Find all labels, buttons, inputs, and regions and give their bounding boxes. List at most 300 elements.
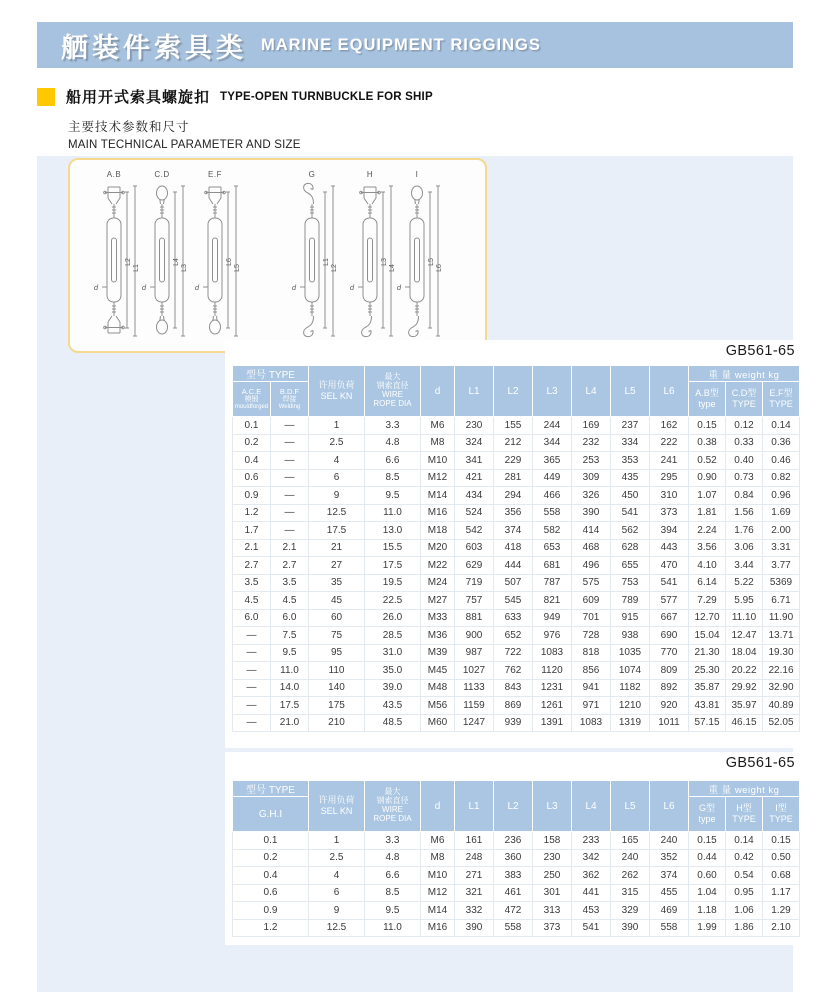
cell: 310 <box>650 487 689 505</box>
table-row <box>233 557 800 575</box>
dimension-label: L6 <box>436 264 443 272</box>
cell: 753 <box>611 574 650 592</box>
header-line: TYPE <box>769 399 793 409</box>
cell: 20.22 <box>726 662 763 680</box>
col-type: 型号 TYPE <box>233 781 309 797</box>
col-d: d <box>421 781 455 832</box>
eye-end-icon <box>210 316 221 334</box>
cell: 652 <box>494 627 533 645</box>
figure-label: H <box>366 170 374 179</box>
cell: 236 <box>494 832 533 850</box>
cell: 770 <box>650 644 689 662</box>
cell: M45 <box>421 662 455 680</box>
cell: 6.6 <box>365 867 421 885</box>
cell: 2.7 <box>233 557 271 575</box>
cell: 2.7 <box>271 557 309 575</box>
cell: 17.5 <box>309 522 365 540</box>
cell: 856 <box>572 662 611 680</box>
col-type-ace <box>233 382 271 417</box>
standard-code: GB561-65 <box>725 755 795 771</box>
cell: 6.6 <box>365 452 421 470</box>
header-line: ROPE DIA <box>373 398 412 408</box>
header-line: 最大 <box>384 372 401 382</box>
cell: 21.30 <box>689 644 726 662</box>
cell: 0.42 <box>726 849 763 867</box>
cell: 35 <box>309 574 365 592</box>
cell: 0.1 <box>233 417 271 435</box>
cell: M8 <box>421 849 455 867</box>
cell: 40.89 <box>763 697 800 715</box>
cell: 374 <box>494 522 533 540</box>
cell: 762 <box>494 662 533 680</box>
spec-table-1-panel <box>225 340 798 748</box>
table-header <box>233 366 800 417</box>
cell: M27 <box>421 592 455 610</box>
cell: 373 <box>650 504 689 522</box>
cell: 441 <box>572 884 611 902</box>
cell: 524 <box>455 504 494 522</box>
cell: 1.2 <box>233 504 271 522</box>
cell: 240 <box>611 849 650 867</box>
cell: 1.06 <box>726 902 763 920</box>
technical-diagram <box>68 158 487 353</box>
cell: 1.99 <box>689 919 726 937</box>
cell: 32.90 <box>763 679 800 697</box>
figure-turnbuckle-AB <box>94 170 140 336</box>
cell: 22.5 <box>365 592 421 610</box>
cell: 541 <box>572 919 611 937</box>
cell: 374 <box>650 867 689 885</box>
table-row <box>233 469 800 487</box>
table-row <box>233 417 800 435</box>
cell: 461 <box>494 884 533 902</box>
cell: 294 <box>494 487 533 505</box>
cell: M60 <box>421 714 455 732</box>
cell: 435 <box>611 469 650 487</box>
cell: 4.5 <box>233 592 271 610</box>
cell: 15.5 <box>365 539 421 557</box>
cell: 394 <box>650 522 689 540</box>
cell: 4 <box>309 867 365 885</box>
header-line: type <box>698 399 716 409</box>
cell: M18 <box>421 522 455 540</box>
col-L4: L4 <box>572 781 611 832</box>
d-label: d <box>291 283 297 292</box>
cell: 6.0 <box>233 609 271 627</box>
figure-label: E.F <box>208 170 222 179</box>
cell: — <box>233 662 271 680</box>
cell: 1027 <box>455 662 494 680</box>
cell: 321 <box>455 884 494 902</box>
cell: 558 <box>494 919 533 937</box>
col-wire-rope-dia <box>365 781 421 832</box>
cell: 449 <box>533 469 572 487</box>
cell: 1.56 <box>726 504 763 522</box>
header-line: 焊接 <box>282 395 297 403</box>
cell: 9.5 <box>271 644 309 662</box>
cell: 0.6 <box>233 884 309 902</box>
header-line: 钢索直径 <box>376 381 409 391</box>
cell: 315 <box>611 884 650 902</box>
table-row <box>233 662 800 680</box>
cell: 253 <box>572 452 611 470</box>
table-row <box>233 867 800 885</box>
cell: 12.5 <box>309 504 365 522</box>
cell: 60 <box>309 609 365 627</box>
cell: 241 <box>650 452 689 470</box>
cell: M16 <box>421 919 455 937</box>
dimension-label: L5 <box>234 264 241 272</box>
cell: 0.9 <box>233 487 271 505</box>
cell: 1035 <box>611 644 650 662</box>
cell: 6.14 <box>689 574 726 592</box>
col-wire-rope-dia <box>365 366 421 417</box>
cell: 843 <box>494 679 533 697</box>
cell: 0.44 <box>689 849 726 867</box>
dimension-label: L2 <box>331 264 338 272</box>
cell: 8.5 <box>365 469 421 487</box>
col-d: d <box>421 366 455 417</box>
cell: 9.5 <box>365 487 421 505</box>
table-header <box>233 781 800 832</box>
yellow-square-icon <box>37 88 55 106</box>
table-row <box>233 452 800 470</box>
table-row <box>233 627 800 645</box>
turnbuckle-body <box>305 204 319 316</box>
table-row <box>233 592 800 610</box>
cell: 469 <box>650 902 689 920</box>
cell: 450 <box>611 487 650 505</box>
cell: 21.0 <box>271 714 309 732</box>
cell: 1.69 <box>763 504 800 522</box>
d-label: d <box>396 283 402 292</box>
cell: 915 <box>611 609 650 627</box>
cell: 472 <box>494 902 533 920</box>
cell: 881 <box>455 609 494 627</box>
cell: 281 <box>494 469 533 487</box>
cell: 558 <box>650 919 689 937</box>
cell: 0.82 <box>763 469 800 487</box>
col-L6: L6 <box>650 781 689 832</box>
table-row <box>233 504 800 522</box>
cell: M6 <box>421 417 455 435</box>
cell: 262 <box>611 867 650 885</box>
cell: 418 <box>494 539 533 557</box>
cell: 35.97 <box>726 697 763 715</box>
header-line: H型 <box>736 802 752 813</box>
table-row <box>233 539 800 557</box>
cell: M39 <box>421 644 455 662</box>
header-line: 钢索直径 <box>376 796 409 806</box>
cell: 6 <box>309 884 365 902</box>
cell: 1182 <box>611 679 650 697</box>
cell: 230 <box>455 417 494 435</box>
col-type: 型号 TYPE <box>233 366 309 382</box>
cell: 603 <box>455 539 494 557</box>
cell: 0.50 <box>763 849 800 867</box>
cell: 11.90 <box>763 609 800 627</box>
cell: 701 <box>572 609 611 627</box>
cell: 9 <box>309 487 365 505</box>
cell: 0.68 <box>763 867 800 885</box>
cell: 222 <box>650 434 689 452</box>
cell: 19.30 <box>763 644 800 662</box>
figure-turnbuckle-H <box>350 170 396 337</box>
cell: 1074 <box>611 662 650 680</box>
cell: 324 <box>455 434 494 452</box>
cell: 7.29 <box>689 592 726 610</box>
header-line: Welding <box>278 403 301 410</box>
cell: 575 <box>572 574 611 592</box>
header-line: C.D型 <box>731 387 757 398</box>
standard-code: GB561-65 <box>725 343 795 359</box>
cell: 3.06 <box>726 539 763 557</box>
cell: 362 <box>572 867 611 885</box>
header-line: 模锻 <box>244 395 259 403</box>
figure-turnbuckle-CD <box>142 170 188 336</box>
cell: 690 <box>650 627 689 645</box>
cell: 360 <box>494 849 533 867</box>
header-line: TYPE <box>769 814 793 824</box>
cell: 210 <box>309 714 365 732</box>
header-line: B.D.F <box>279 386 300 396</box>
cell: 341 <box>455 452 494 470</box>
cell: 155 <box>494 417 533 435</box>
cell: 629 <box>455 557 494 575</box>
dimension-label: L3 <box>181 264 188 272</box>
cell: 869 <box>494 697 533 715</box>
cell: 3.5 <box>271 574 309 592</box>
cell: 4 <box>309 452 365 470</box>
cell: 0.15 <box>689 417 726 435</box>
cell: 949 <box>533 609 572 627</box>
cell: 3.3 <box>365 417 421 435</box>
cell: 0.52 <box>689 452 726 470</box>
cell: 295 <box>650 469 689 487</box>
cell: 681 <box>533 557 572 575</box>
cell: M22 <box>421 557 455 575</box>
cell: 1133 <box>455 679 494 697</box>
figure-turnbuckle-I <box>397 170 443 337</box>
cell: 809 <box>650 662 689 680</box>
cell: 1.76 <box>726 522 763 540</box>
cell: M12 <box>421 469 455 487</box>
cell: 1247 <box>455 714 494 732</box>
table-body <box>233 832 800 937</box>
dimension-label: L5 <box>428 258 435 266</box>
cell: 1159 <box>455 697 494 715</box>
cell: — <box>271 522 309 540</box>
cell: 2.5 <box>309 849 365 867</box>
turnbuckle-body <box>363 204 377 316</box>
cell: 789 <box>611 592 650 610</box>
cell: 562 <box>611 522 650 540</box>
cell: 11.0 <box>271 662 309 680</box>
cell: 309 <box>572 469 611 487</box>
cell: 0.40 <box>726 452 763 470</box>
d-label: d <box>349 283 355 292</box>
col-type-ghi: G.H.I <box>233 797 309 832</box>
cell: 237 <box>611 417 650 435</box>
cell: 11.0 <box>365 919 421 937</box>
cell: 0.15 <box>689 832 726 850</box>
table-row <box>233 574 800 592</box>
cell: 0.14 <box>763 417 800 435</box>
cell: 0.15 <box>763 832 800 850</box>
cell: 48.5 <box>365 714 421 732</box>
cell: 1011 <box>650 714 689 732</box>
table-row <box>233 487 800 505</box>
cell: 2.1 <box>233 539 271 557</box>
cell: 390 <box>455 919 494 937</box>
cell: 920 <box>650 697 689 715</box>
cell: 0.2 <box>233 434 271 452</box>
cell: 1391 <box>533 714 572 732</box>
cell: 31.0 <box>365 644 421 662</box>
col-weight: 重 量 weight kg <box>689 781 800 797</box>
cell: 244 <box>533 417 572 435</box>
cell: 22.16 <box>763 662 800 680</box>
cell: 818 <box>572 644 611 662</box>
cell: 466 <box>533 487 572 505</box>
cell: 900 <box>455 627 494 645</box>
cell: 8.5 <box>365 884 421 902</box>
header-line: ROPE DIA <box>373 813 412 823</box>
cell: 9 <box>309 902 365 920</box>
table-row <box>233 522 800 540</box>
cell: 582 <box>533 522 572 540</box>
cell: 757 <box>455 592 494 610</box>
cell: 0.33 <box>726 434 763 452</box>
col-weight-g <box>689 797 726 832</box>
figure-label: I <box>415 170 419 179</box>
eye-end-icon <box>157 186 168 204</box>
cell: 334 <box>611 434 650 452</box>
d-label: d <box>194 283 200 292</box>
spec-table-2 <box>232 780 800 937</box>
cell: 633 <box>494 609 533 627</box>
cell: 373 <box>533 919 572 937</box>
dimension-label: L1 <box>323 258 330 266</box>
section-header <box>37 86 433 107</box>
cell: 0.12 <box>726 417 763 435</box>
cell: 577 <box>650 592 689 610</box>
cell: — <box>233 679 271 697</box>
fork-end-icon <box>104 316 125 333</box>
cell: 667 <box>650 609 689 627</box>
table-row <box>233 714 800 732</box>
cell: 444 <box>494 557 533 575</box>
cell: 230 <box>533 849 572 867</box>
cell: 941 <box>572 679 611 697</box>
table-row <box>233 919 800 937</box>
cell: 43.81 <box>689 697 726 715</box>
cell: 558 <box>533 504 572 522</box>
cell: M16 <box>421 504 455 522</box>
spec-table-1 <box>232 365 800 732</box>
header-line: WIRE <box>382 390 403 399</box>
col-L5: L5 <box>611 366 650 417</box>
cell: 2.24 <box>689 522 726 540</box>
cell: 719 <box>455 574 494 592</box>
col-L2: L2 <box>494 366 533 417</box>
cell: 987 <box>455 644 494 662</box>
cell: 728 <box>572 627 611 645</box>
cell: 26.0 <box>365 609 421 627</box>
cell: 212 <box>494 434 533 452</box>
cell: — <box>271 487 309 505</box>
dimension-label: L3 <box>381 258 388 266</box>
cell: 6.0 <box>271 609 309 627</box>
eye-end-icon <box>157 316 168 334</box>
table-row <box>233 679 800 697</box>
cell: 4.8 <box>365 849 421 867</box>
cell: 12.47 <box>726 627 763 645</box>
cell: 356 <box>494 504 533 522</box>
cell: 158 <box>533 832 572 850</box>
cell: 342 <box>572 849 611 867</box>
header-line: A.C.E <box>241 386 262 396</box>
cell: M10 <box>421 867 455 885</box>
col-L3: L3 <box>533 781 572 832</box>
header-line: TYPE <box>732 399 756 409</box>
cell: 3.77 <box>763 557 800 575</box>
cell: 39.0 <box>365 679 421 697</box>
table-row <box>233 609 800 627</box>
table-row <box>233 644 800 662</box>
cell: 15.04 <box>689 627 726 645</box>
cell: 1083 <box>572 714 611 732</box>
cell: 1.29 <box>763 902 800 920</box>
cell: 971 <box>572 697 611 715</box>
cell: 57.15 <box>689 714 726 732</box>
subtitle-en: MAIN TECHNICAL PARAMETER AND SIZE <box>68 138 301 151</box>
subtitle-zh: 主要技术参数和尺寸 <box>68 120 190 134</box>
cell: 1210 <box>611 697 650 715</box>
table-row <box>233 849 800 867</box>
cell: 4.5 <box>271 592 309 610</box>
cell: M36 <box>421 627 455 645</box>
cell: 17.5 <box>365 557 421 575</box>
figure-turnbuckle-G <box>292 170 338 337</box>
cell: 1.18 <box>689 902 726 920</box>
cell: 344 <box>533 434 572 452</box>
cell: 0.2 <box>233 849 309 867</box>
cell: 545 <box>494 592 533 610</box>
cell: 5369 <box>763 574 800 592</box>
cell: 5.22 <box>726 574 763 592</box>
col-L3: L3 <box>533 366 572 417</box>
cell: 12.70 <box>689 609 726 627</box>
figure-turnbuckle-EF <box>195 170 241 336</box>
cell: 1261 <box>533 697 572 715</box>
page-title-zh: 舾装件索具类 <box>61 32 247 63</box>
header-line: 许用负荷 <box>318 379 355 390</box>
cell: 1 <box>309 417 365 435</box>
cell: — <box>271 434 309 452</box>
cell: M14 <box>421 487 455 505</box>
cell: 470 <box>650 557 689 575</box>
cell: 455 <box>650 884 689 902</box>
cell: 541 <box>611 504 650 522</box>
cell: 0.46 <box>763 452 800 470</box>
cell: 542 <box>455 522 494 540</box>
cell: 3.44 <box>726 557 763 575</box>
dimension-label: L4 <box>173 258 180 266</box>
col-weight-h <box>726 797 763 832</box>
cell: 175 <box>309 697 365 715</box>
fork-end-icon <box>360 187 381 204</box>
